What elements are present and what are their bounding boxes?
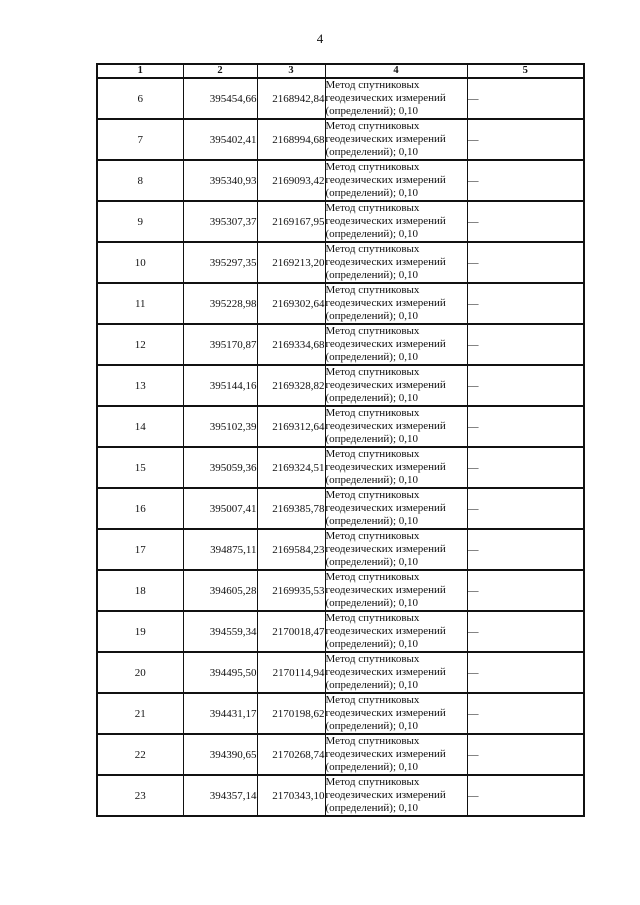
method-cell <box>325 488 467 529</box>
note-cell: — <box>467 570 584 611</box>
table-row <box>97 242 584 283</box>
note-cell: — <box>467 119 584 160</box>
point-number-cell: 7 <box>97 119 183 160</box>
method-line: (определений); 0,10 <box>325 433 419 445</box>
table-row <box>97 447 584 488</box>
x-coordinate-cell: 395228,98 <box>183 283 257 324</box>
method-line: Метод спутниковых <box>325 243 420 255</box>
method-line: (определений); 0,10 <box>325 556 419 568</box>
x-coordinate-cell: 394390,65 <box>183 734 257 775</box>
method-line: геодезических измерений <box>325 133 446 145</box>
method-cell <box>325 652 467 693</box>
x-coordinate-cell: 394495,50 <box>183 652 257 693</box>
x-coordinate-cell: 395454,66 <box>183 78 257 119</box>
method-cell <box>325 570 467 611</box>
y-coordinate-cell: 2169093,42 <box>257 160 325 201</box>
x-coordinate-cell: 395402,41 <box>183 119 257 160</box>
method-line: Метод спутниковых <box>325 694 420 706</box>
coordinates-table <box>96 63 585 817</box>
y-coordinate-cell: 2169302,64 <box>257 283 325 324</box>
method-cell <box>325 324 467 365</box>
x-coordinate-cell: 394431,17 <box>183 693 257 734</box>
table-row <box>97 488 584 529</box>
note-cell: — <box>467 611 584 652</box>
method-cell <box>325 775 467 816</box>
method-line: Метод спутниковых <box>325 612 420 624</box>
y-coordinate-cell: 2168942,84 <box>257 78 325 119</box>
method-line: (определений); 0,10 <box>325 802 419 814</box>
method-cell <box>325 242 467 283</box>
x-coordinate-cell: 394875,11 <box>183 529 257 570</box>
note-cell: — <box>467 652 584 693</box>
y-coordinate-cell: 2170268,74 <box>257 734 325 775</box>
point-number-cell: 17 <box>97 529 183 570</box>
method-line: геодезических измерений <box>325 584 446 596</box>
point-number-cell: 20 <box>97 652 183 693</box>
column-header-3: 3 <box>257 64 325 78</box>
table-row <box>97 365 584 406</box>
method-line: Метод спутниковых <box>325 325 420 337</box>
method-line: (определений); 0,10 <box>325 720 419 732</box>
x-coordinate-cell: 395307,37 <box>183 201 257 242</box>
method-cell <box>325 365 467 406</box>
note-cell: — <box>467 160 584 201</box>
y-coordinate-cell: 2169935,53 <box>257 570 325 611</box>
table-row <box>97 775 584 816</box>
method-line: (определений); 0,10 <box>325 146 419 158</box>
method-line: (определений); 0,10 <box>325 310 419 322</box>
method-line: Метод спутниковых <box>325 79 420 91</box>
y-coordinate-cell: 2168994,68 <box>257 119 325 160</box>
table-row <box>97 119 584 160</box>
method-line: Метод спутниковых <box>325 735 420 747</box>
point-number-cell: 6 <box>97 78 183 119</box>
method-line: геодезических измерений <box>325 789 446 801</box>
method-line: геодезических измерений <box>325 461 446 473</box>
method-line: геодезических измерений <box>325 379 446 391</box>
method-cell <box>325 447 467 488</box>
note-cell: — <box>467 488 584 529</box>
y-coordinate-cell: 2169167,95 <box>257 201 325 242</box>
note-cell: — <box>467 406 584 447</box>
point-number-cell: 14 <box>97 406 183 447</box>
method-cell <box>325 78 467 119</box>
method-cell <box>325 160 467 201</box>
page-number: 4 <box>316 31 324 46</box>
method-cell <box>325 693 467 734</box>
note-cell: — <box>467 775 584 816</box>
x-coordinate-cell: 395102,39 <box>183 406 257 447</box>
note-cell: — <box>467 734 584 775</box>
column-header-5: 5 <box>467 64 584 78</box>
y-coordinate-cell: 2170343,10 <box>257 775 325 816</box>
point-number-cell: 11 <box>97 283 183 324</box>
method-line: (определений); 0,10 <box>325 228 419 240</box>
note-cell: — <box>467 693 584 734</box>
method-line: геодезических измерений <box>325 543 446 555</box>
method-line: (определений); 0,10 <box>325 761 419 773</box>
method-line: геодезических измерений <box>325 666 446 678</box>
x-coordinate-cell: 395144,16 <box>183 365 257 406</box>
method-cell <box>325 611 467 652</box>
point-number-cell: 12 <box>97 324 183 365</box>
x-coordinate-cell: 394357,14 <box>183 775 257 816</box>
y-coordinate-cell: 2169213,20 <box>257 242 325 283</box>
table-row <box>97 611 584 652</box>
column-header-4: 4 <box>325 64 467 78</box>
method-cell <box>325 201 467 242</box>
table-row <box>97 570 584 611</box>
note-cell: — <box>467 365 584 406</box>
x-coordinate-cell: 395297,35 <box>183 242 257 283</box>
method-line: (определений); 0,10 <box>325 269 419 281</box>
method-line: геодезических измерений <box>325 174 446 186</box>
method-line: Метод спутниковых <box>325 202 420 214</box>
method-line: геодезических измерений <box>325 420 446 432</box>
note-cell: — <box>467 242 584 283</box>
note-cell: — <box>467 201 584 242</box>
x-coordinate-cell: 395340,93 <box>183 160 257 201</box>
point-number-cell: 13 <box>97 365 183 406</box>
method-line: Метод спутниковых <box>325 653 420 665</box>
table-row <box>97 324 584 365</box>
table-row <box>97 529 584 570</box>
x-coordinate-cell: 394605,28 <box>183 570 257 611</box>
point-number-cell: 9 <box>97 201 183 242</box>
x-coordinate-cell: 395170,87 <box>183 324 257 365</box>
method-line: геодезических измерений <box>325 625 446 637</box>
note-cell: — <box>467 529 584 570</box>
method-line: (определений); 0,10 <box>325 392 419 404</box>
method-line: (определений); 0,10 <box>325 105 419 117</box>
y-coordinate-cell: 2170198,62 <box>257 693 325 734</box>
method-cell <box>325 734 467 775</box>
point-number-cell: 8 <box>97 160 183 201</box>
method-line: (определений); 0,10 <box>325 679 419 691</box>
method-line: Метод спутниковых <box>325 489 420 501</box>
y-coordinate-cell: 2169312,64 <box>257 406 325 447</box>
y-coordinate-cell: 2169328,82 <box>257 365 325 406</box>
header-row <box>97 64 584 78</box>
x-coordinate-cell: 394559,34 <box>183 611 257 652</box>
y-coordinate-cell: 2169385,78 <box>257 488 325 529</box>
method-line: геодезических измерений <box>325 707 446 719</box>
method-line: геодезических измерений <box>325 92 446 104</box>
x-coordinate-cell: 395007,41 <box>183 488 257 529</box>
method-line: Метод спутниковых <box>325 448 420 460</box>
y-coordinate-cell: 2169334,68 <box>257 324 325 365</box>
method-line: геодезических измерений <box>325 256 446 268</box>
point-number-cell: 23 <box>97 775 183 816</box>
table-row <box>97 406 584 447</box>
note-cell: — <box>467 324 584 365</box>
method-line: Метод спутниковых <box>325 366 420 378</box>
method-cell <box>325 406 467 447</box>
note-cell: — <box>467 78 584 119</box>
method-line: Метод спутниковых <box>325 530 420 542</box>
method-line: Метод спутниковых <box>325 120 420 132</box>
column-header-1: 1 <box>97 64 183 78</box>
table-row <box>97 160 584 201</box>
method-line: геодезических измерений <box>325 215 446 227</box>
column-header-2: 2 <box>183 64 257 78</box>
note-cell: — <box>467 283 584 324</box>
y-coordinate-cell: 2170114,94 <box>257 652 325 693</box>
method-line: (определений); 0,10 <box>325 597 419 609</box>
method-line: (определений); 0,10 <box>325 638 419 650</box>
point-number-cell: 10 <box>97 242 183 283</box>
table-row <box>97 652 584 693</box>
method-line: Метод спутниковых <box>325 776 420 788</box>
method-cell <box>325 529 467 570</box>
x-coordinate-cell: 395059,36 <box>183 447 257 488</box>
point-number-cell: 15 <box>97 447 183 488</box>
method-line: (определений); 0,10 <box>325 474 419 486</box>
method-line: (определений); 0,10 <box>325 351 419 363</box>
table-body <box>97 78 584 816</box>
table-row <box>97 201 584 242</box>
point-number-cell: 19 <box>97 611 183 652</box>
method-line: Метод спутниковых <box>325 407 420 419</box>
point-number-cell: 22 <box>97 734 183 775</box>
point-number-cell: 21 <box>97 693 183 734</box>
table-row <box>97 734 584 775</box>
y-coordinate-cell: 2169324,51 <box>257 447 325 488</box>
y-coordinate-cell: 2169584,23 <box>257 529 325 570</box>
method-line: геодезических измерений <box>325 338 446 350</box>
point-number-cell: 16 <box>97 488 183 529</box>
method-line: геодезических измерений <box>325 297 446 309</box>
table-row <box>97 693 584 734</box>
method-line: геодезических измерений <box>325 502 446 514</box>
table-row <box>97 78 584 119</box>
method-line: Метод спутниковых <box>325 571 420 583</box>
method-cell <box>325 119 467 160</box>
method-cell <box>325 283 467 324</box>
y-coordinate-cell: 2170018,47 <box>257 611 325 652</box>
method-line: (определений); 0,10 <box>325 187 419 199</box>
method-line: Метод спутниковых <box>325 284 420 296</box>
table-row <box>97 283 584 324</box>
method-line: (определений); 0,10 <box>325 515 419 527</box>
note-cell: — <box>467 447 584 488</box>
method-line: Метод спутниковых <box>325 161 420 173</box>
method-line: геодезических измерений <box>325 748 446 760</box>
point-number-cell: 18 <box>97 570 183 611</box>
